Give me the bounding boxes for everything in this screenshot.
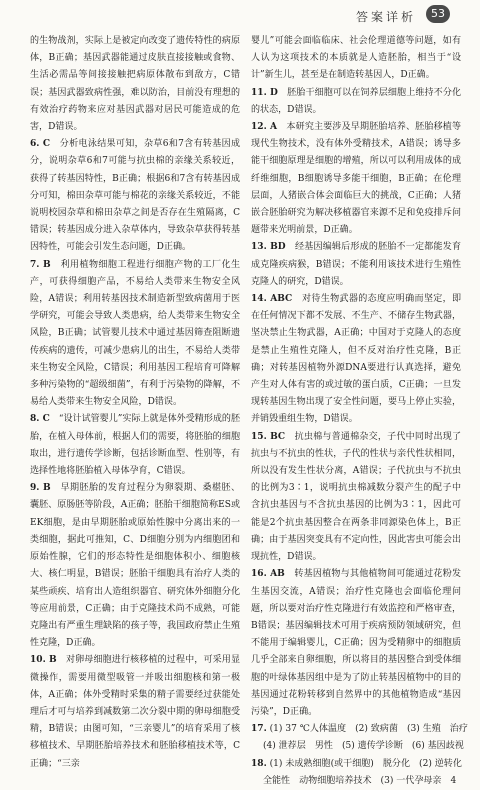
- answer-paragraph: [30, 257, 240, 412]
- answer-paragraph: [251, 85, 461, 119]
- answer-paragraph: [251, 239, 461, 291]
- page-number-badge: 53: [426, 5, 450, 23]
- page-header: [0, 0, 480, 34]
- question-number: 11. D: [251, 87, 278, 98]
- answer-paragraph: [30, 136, 240, 256]
- question-number: 17.: [251, 724, 267, 735]
- fill-in-answer-line: [251, 756, 461, 773]
- two-column-body: [30, 33, 468, 786]
- paragraph-text: 利用植物细胞工程进行细胞产物的工厂化生产，可获得细胞产品，不易给人类带来生物安全风险，A错误；利用转基因技术制造新型致病菌用于医学研究，可能会导致人类患病，给人类带来生物安全风险，B正确；试管婴儿技术中通过基因筛查阻断遗传疾病的遗传，可减少患病儿的出生，不易给人类带来生物安全风险，C错误；利用基因工程培育可降解多种污染物的“超级细菌”，有利于污染物的降解，不易给人类带来生物安全风险，D错误。: [30, 259, 241, 408]
- answer-paragraph: [251, 291, 461, 429]
- question-number: 8. C: [30, 414, 50, 425]
- fill-in-answer-line: [251, 721, 468, 738]
- header-title: 答案详析: [355, 10, 416, 24]
- answer-paragraph: [251, 33, 461, 85]
- paragraph-text: 婴儿”可能会面临临床、社会伦理道德等问题，如有人认为这项技术的本质就是人造胚胎，相当于“设计”新生儿，甚至是在制造转基因人，D正确。: [251, 36, 461, 81]
- fill-in-answer-line: [251, 773, 461, 790]
- paragraph-text: 经基因编辑后形成的胚胎不一定都能发育成克隆疾病猴，B错误；不能利用该技术进行生殖性克隆人的研究，D错误。: [251, 242, 462, 287]
- question-number: 18.: [251, 758, 267, 769]
- question-number: 14. ABC: [251, 294, 293, 305]
- paragraph-text: 对卵母细胞进行核移植的过程中，可采用显微操作，需要用微型吸管一并吸出细胞核和第一极体，A正确；体外受精时采集的精子需要经过获能处理后才可与培养到减数第二次分裂中期的卵母细胞受精，B错误；由图可知，“三亲婴儿”的培育采用了核移植技术、早期胚胎培养技术和胚胎移植技术等，C正确；“三亲: [30, 655, 240, 769]
- question-number: 16. AB: [251, 569, 285, 580]
- paragraph-text: 胚胎干细胞可以在饲养层细胞上维持不分化的状态，D错误。: [251, 87, 462, 115]
- answer-text: (4) 泄荐层 男性 (5) 遗传学诊断 (6) 基因歧视: [262, 741, 464, 752]
- question-number: 9. B: [30, 483, 51, 494]
- paragraph-text: “设计试管婴儿”实际上就是体外受精形成的胚胎，在植入母体前，根据人们的需要，将胚胎的细胞取出，进行遗传学诊断，包括诊断血型、性别等，有选择性地将胚胎植入母体孕育，C错误。: [30, 414, 241, 477]
- paragraph-text: 转基因植物与其他植物间可能通过花粉发生基因交流，A错误；治疗性克隆也会面临伦理问题，所以要对治疗性克隆进行有效监控和严格审查，B错误；基因编辑技术可用于疾病预防领域研究，但不能用于编辑婴儿，C正确；因为受精卵中的细胞质几乎全部来自卵细胞，所以将目的基因整合到受体细胞的叶绿体基因组中是为了防止转基因植物中的目的基因通过花粉转移到自然界中的其他植物造成“基因污染”，D正确。: [251, 569, 462, 717]
- question-number: 7. B: [30, 259, 51, 270]
- answer-paragraph: [30, 652, 240, 772]
- question-number: 13. BD: [251, 242, 286, 253]
- answer-text: (1) 未成熟细胞(或干细胞) 脱分化 (2) 逆转化: [269, 758, 462, 769]
- answer-text: 全能性 动物细胞培养技术 (3) 一代孕母亲 4: [262, 775, 457, 786]
- paragraph-text: 本研究主要涉及早期胚胎培养、胚胎移植等现代生物技术，没有体外受精技术，A错误；诱导多能干细胞原理是细胞的增殖，所以可以利用成体的成纤维细胞，B细胞诱导多能干细胞，B正确；在伦理层面，人猪嵌合体会面临巨大的挑战，C正确；人猪嵌合胚胎研究为解决移植器官来源不足和免疫排斥问题带来光明前景，D正确。: [251, 122, 462, 236]
- answer-text: (1) 37 ℃人体温度 (2) 致病菌 (3) 生殖 治疗: [269, 724, 468, 735]
- paragraph-text: 对待生物武器的态度应明确而坚定，即在任何情况下都不发展、不生产、不储存生物武器，坚决禁止生物武器，A正确；中国对于克隆人的态度是禁止生殖性克隆人，但不反对治疗性克隆，B正确；对转基因植物外源DNA要进行认真选择，避免产生对人体有害的或过敏的蛋白质，C正确；一旦发现转基因生物出现了安全性问题，要马上停止实验，并销毁重组生物，D错误。: [251, 294, 462, 425]
- paragraph-text: 分析电泳结果可知，杂草6和7含有转基因成分，说明杂草6和7可能与抗虫棉的亲缘关系较近，获得了转基因特性，B正确；根据6和7含有转基因成分可知，棉田杂草可能与棉花的亲缘关系较近，不能说明校园杂草和棉田杂草之间是否存在生殖隔离，C错误；转基因成分进入杂草体内，导致杂草获得转基因特性，可能会引发生态问题，D正确。: [30, 139, 241, 253]
- left-column: [30, 33, 241, 769]
- answer-paragraph: [251, 429, 461, 567]
- question-number: 12. A: [251, 122, 278, 133]
- question-number: 6. C: [30, 139, 51, 150]
- answer-paragraph: [30, 480, 240, 652]
- fill-in-answer-line: [251, 738, 464, 755]
- answer-paragraph: [30, 411, 240, 480]
- question-number: 10. B: [30, 655, 57, 666]
- answer-paragraph: [251, 566, 461, 721]
- paragraph-text: 的生物战剂，实际上是被定向改变了遗传特性的病原体，B正确；基因武器能通过皮肤直接接触或食物、生活必需品等间接接触把病原体散布到敌方，C错误；基因武器致病性强，难以防治，目前没有理想的有效治疗药物来应对基因武器对居民可能造成的危害，D错误。: [30, 36, 240, 133]
- paragraph-text: 早期胚胎的发育过程分为卵裂期、桑椹胚、囊胚、原肠胚等阶段，A正确；胚胎干细胞简称ES或EK细胞，是由早期胚胎或原始性腺中分离出来的一类细胞，据此可推知，C、D细胞分别为内细胞团和原始性腺，它们的形态特性是细胞体积小、细胞核大、核仁明显，B错误；胚胎干细胞具有治疗人类的某些顽疾、培育出人造组织器官、研究体外细胞分化等应用前景，C正确；由于克隆技术尚不成熟，可能克隆出有严重生理缺陷的孩子等，我国政府禁止生殖性克隆，D正确。: [30, 483, 241, 649]
- right-column: [251, 33, 468, 786]
- answer-paragraph: [30, 33, 240, 136]
- answer-paragraph: [251, 119, 461, 239]
- paragraph-text: 抗虫棉与普通棉杂交，子代中同时出现了抗虫与不抗虫的性状，子代的性状与亲代性状相同，所以没有发生性状分离，A错误；子代抗虫与不抗虫的比例为3∶1，说明抗虫棉减数分裂产生的配子中含抗虫基因与不含抗虫基因的比例为3∶1，因此可能是2个抗虫基因整合在两条非同源染色体上，B正确；由于基因突变具有不定向性，因此害虫可能会出现抗性，D错误。: [251, 431, 462, 563]
- question-number: 15. BC: [251, 431, 286, 442]
